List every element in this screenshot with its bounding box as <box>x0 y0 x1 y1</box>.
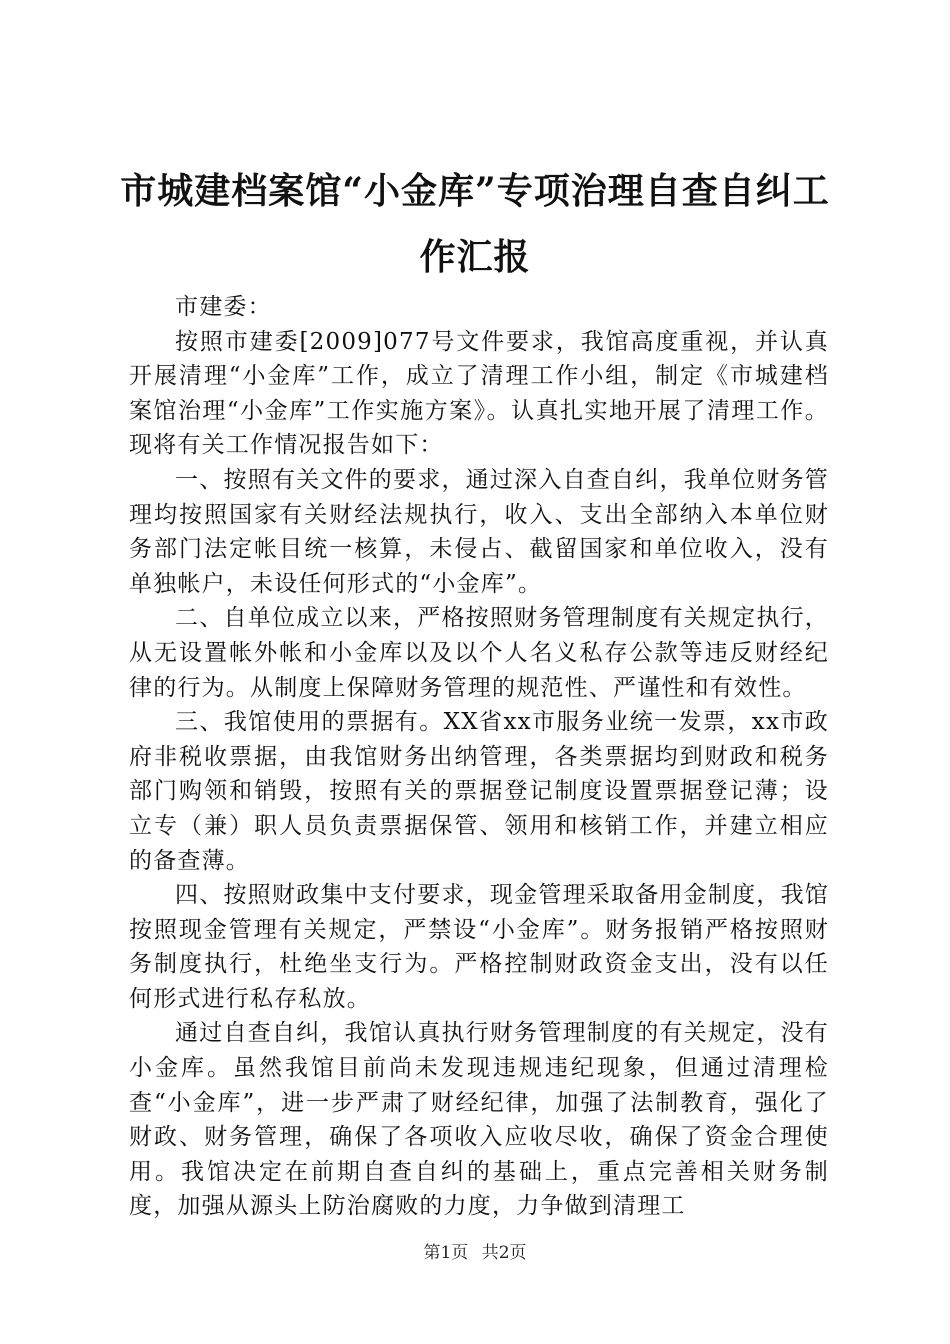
page-number: 第1页 <box>423 1243 469 1263</box>
paragraph-section-2: 二、自单位成立以来，严格按照财务管理制度有关规定执行，从无设置帐外帐和小金库以及以个人名义私存公款等违反财经纪律的行为。从制度上保障财务管理的规范性、严谨性和有效性。 <box>129 605 829 701</box>
page-footer <box>0 1241 950 1265</box>
paragraph-intro: 按照市建委[2009]077号文件要求，我馆高度重视，并认真开展清理“小金库”工作，成立了清理工作小组，制定《市城建档案馆治理“小金库”工作实施方案》。认真扎实地开展了清理工作。现将有关工作情况报告如下： <box>129 328 829 459</box>
salutation: 市建委： <box>175 294 272 320</box>
page-total: 共2页 <box>481 1243 527 1263</box>
paragraph-conclusion: 通过自查自纠，我馆认真执行财务管理制度的有关规定，没有小金库。虽然我馆目前尚未发现违规违纪现象，但通过清理检查“小金库”，进一步严肃了财经纪律，加强了法制教育，强化了财政、财务管理，确保了各项收入应收尽收，确保了资金合理使用。我馆决定在前期自查自纠的基础上，重点完善相关财务制度，加强从源头上防治腐败的力度，力争做到清理工 <box>129 1020 829 1220</box>
document-body <box>129 290 829 1224</box>
document-title: 市城建档案馆“小金库”专项治理自查自纠工作汇报 <box>120 170 830 278</box>
paragraph-section-1: 一、按照有关文件的要求，通过深入自查自纠，我单位财务管理均按照国家有关财经法规执行，收入、支出全部纳入本单位财务部门法定帐目统一核算，未侵占、截留国家和单位收入，没有单独帐户，未设任何形式的“小金库”。 <box>129 466 829 597</box>
paragraph-section-4: 四、按照财政集中支付要求，现金管理采取备用金制度，我馆按照现金管理有关规定，严禁设“小金库”。财务报销严格按照财务制度执行，杜绝坐支行为。严格控制财政资金支出，没有以任何形式进行私存私放。 <box>129 882 829 1012</box>
paragraph-section-3: 三、我馆使用的票据有。XX省xx市服务业统一发票，xx市政府非税收票据，由我馆财务出纳管理，各类票据均到财政和税务部门购领和销毁，按照有关的票据登记制度设置票据登记薄；设立专（兼）职人员负责票据保管、领用和核销工作，并建立相应的备查薄。 <box>129 709 829 874</box>
